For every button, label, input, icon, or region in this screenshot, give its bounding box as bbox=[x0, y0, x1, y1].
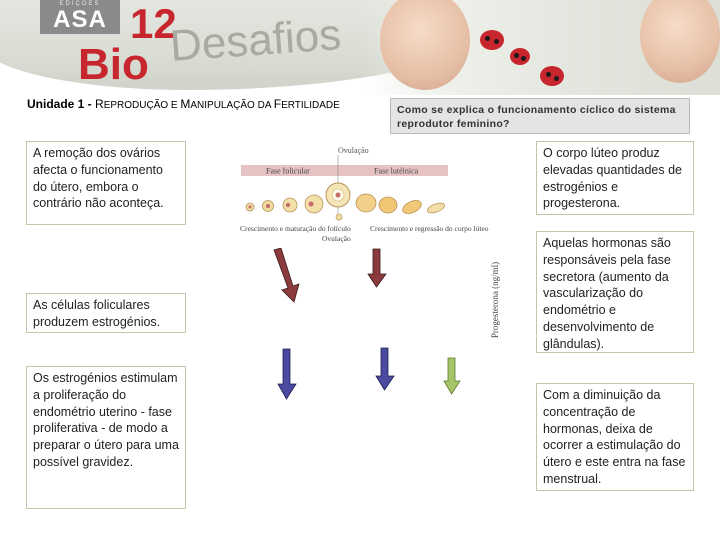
phase-luteal-label: Fase lutéinica bbox=[374, 166, 419, 176]
logo-brand-text: ASA bbox=[53, 6, 107, 33]
logo-desafios: Desafios bbox=[168, 10, 343, 71]
arrow-down-red-short bbox=[367, 248, 387, 288]
ovarian-cycle-diagram bbox=[238, 143, 520, 246]
header-photo bbox=[360, 0, 720, 95]
info-box-menstrual-phase: Com a diminuição da concentração de hormonas, deixa de ocorrer a estimulação do útero e este entra na fase menstrual. bbox=[536, 383, 694, 491]
unit-title-part: ERTILIDADE bbox=[281, 100, 340, 111]
unit-label: Unidade 1 - bbox=[27, 97, 96, 111]
progesterone-axis-label: Progesterona (ng/ml) bbox=[490, 261, 500, 339]
ladybug-icon bbox=[510, 48, 530, 65]
label-corpus-luteum bbox=[370, 224, 489, 233]
unit-title-part: EPRODUÇÃO E bbox=[103, 100, 181, 111]
diagram-ovulation-top: Ovulação bbox=[338, 146, 369, 155]
unit-title-letter: M bbox=[180, 97, 191, 111]
baby-head-left bbox=[380, 0, 470, 90]
follicle-stage-icons bbox=[246, 155, 446, 221]
arrow-down-blue-right bbox=[375, 347, 395, 391]
publisher-logo bbox=[40, 0, 120, 34]
label-corpus-luteum-text: Crescimento e regressão do corpo lúteo bbox=[370, 224, 489, 233]
label-follicle-growth bbox=[240, 224, 351, 233]
info-box-follicular-cells: As células foliculares produzem estrogénios. bbox=[26, 293, 186, 333]
unit-title-letter: F bbox=[273, 97, 282, 111]
question-box: Como se explica o funcionamento cíclico do sistema reprodutor feminino? bbox=[390, 98, 690, 134]
label-follicle-growth-text: Crescimento e maturação do folículo bbox=[240, 224, 351, 233]
info-box-ovary-removal: A remoção dos ovários afecta o funcionamento do útero, embora o contrário não aconteça. bbox=[26, 141, 186, 225]
arrow-down-red bbox=[272, 248, 302, 304]
info-box-corpus-luteum: O corpo lúteo produz elevadas quantidades de estrogénios e progesterona. bbox=[536, 141, 694, 215]
logo-bio: Bio bbox=[78, 40, 149, 89]
unit-title-letter: R bbox=[95, 97, 104, 111]
ladybug-icon bbox=[540, 66, 564, 86]
unit-title-part: ANIPULAÇÃO DA bbox=[190, 100, 274, 111]
phase-follicular-label: Fase folicular bbox=[266, 166, 310, 176]
unit-title bbox=[27, 97, 340, 111]
logo-small-text: EDIÇÕES bbox=[59, 1, 101, 7]
info-box-secretory-phase: Aquelas hormonas são responsáveis pela fase secretora (aumento da vascularização do endométrio e desenvolvimento de glândulas). bbox=[536, 231, 694, 353]
logo-number: 12 bbox=[130, 0, 177, 47]
baby-head-right bbox=[640, 0, 720, 83]
label-ovulation-bottom: Ovulação bbox=[322, 234, 351, 243]
info-box-estrogens: Os estrogénios estimulam a proliferação do endométrio uterino - fase proliferativa - de modo a preparar o útero para uma possível gravidez. bbox=[26, 366, 186, 509]
header-banner bbox=[0, 0, 720, 95]
arrow-down-blue-left bbox=[277, 348, 297, 400]
arrow-down-green bbox=[443, 357, 461, 395]
ladybug-icon bbox=[480, 30, 504, 50]
